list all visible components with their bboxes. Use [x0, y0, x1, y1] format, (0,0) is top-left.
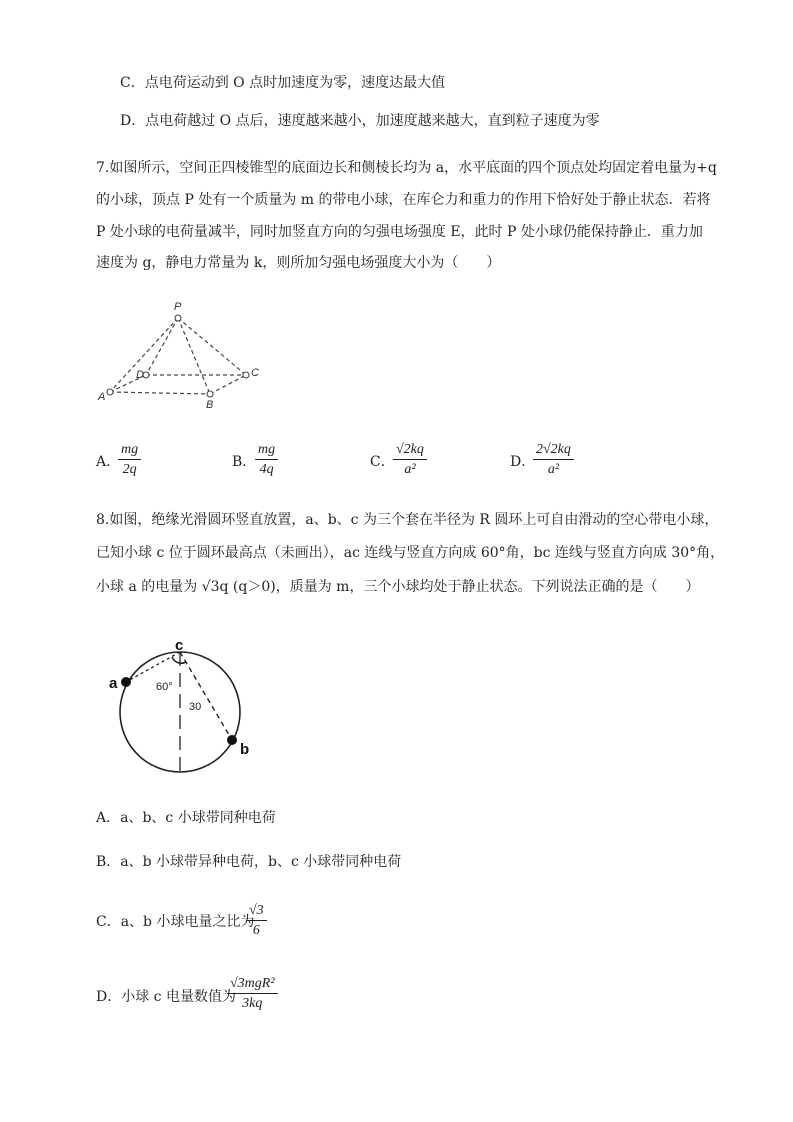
q8-option-d-label: D．小球 c 电量数值为 — [96, 989, 236, 1005]
q7-option-a-fraction — [118, 441, 141, 479]
q6-option-c: C．点电荷运动到 O 点时加速度为零，速度达最大值 — [120, 75, 446, 91]
q8-option-d-num: √3mgR² — [227, 975, 278, 994]
vertex-b — [207, 391, 213, 397]
label-ball-c: c — [175, 637, 184, 654]
q8-option-b: B．a、b 小球带异种电荷，b、c 小球带同种电荷 — [96, 854, 402, 870]
q7-option-a-den: 2q — [122, 462, 137, 477]
vertex-p — [175, 315, 181, 321]
q7-option-c-den: a² — [404, 462, 416, 477]
q7-option-d-label: D． — [510, 454, 536, 470]
edge-pa — [110, 318, 178, 392]
q7-option-d-fraction — [533, 441, 574, 479]
q7-option-a-label: A． — [96, 454, 121, 470]
label-p: P — [174, 301, 182, 313]
ball-a — [121, 677, 131, 687]
label-ball-a: a — [109, 675, 118, 692]
q7-stem-line2: 的小球，顶点 P 处有一个质量为 m 的带电小球，在库仑力和重力的作用下恰好处于静止状态．若将 — [96, 192, 711, 208]
q8-stem-line3: 小球 a 的电量为 √3q (q＞0)，质量为 m，三个小球均处于静止状态。下列说法正确的是（ ） — [96, 579, 700, 595]
q7-option-b-label: B． — [232, 454, 257, 470]
chord-ca — [126, 652, 180, 682]
edge-bc — [210, 375, 246, 394]
label-a: A — [98, 391, 106, 403]
q7-option-d-den: a² — [547, 462, 560, 477]
q7-option-c-label: C． — [370, 454, 395, 470]
q7-option-d-num: 2√2kq — [533, 441, 574, 460]
edge-pd — [146, 318, 178, 375]
q7-option-c-fraction — [393, 441, 427, 479]
q7-option-b-den: 4q — [259, 462, 274, 477]
label-d: D — [136, 369, 144, 381]
chord-cb — [180, 652, 232, 740]
edge-pc — [178, 318, 246, 375]
q7-stem-line1: 7.如图所示，空间正四棱锥型的底面边长和侧棱长均为 a，水平底面的四个顶点处均固定着电量为+q — [96, 160, 717, 176]
q7-option-b-fraction — [255, 441, 278, 479]
vertex-a — [107, 389, 113, 395]
q7-pyramid-figure — [96, 296, 276, 416]
q8-option-d-fraction — [227, 975, 278, 1013]
vertex-c — [243, 372, 249, 378]
ring — [120, 652, 240, 772]
q7-option-c-num: √2kq — [393, 441, 427, 460]
q8-option-d-den: 3kq — [242, 996, 263, 1011]
q7-option-b-num: mg — [255, 441, 278, 460]
q8-stem-line2: 已知小球 c 位于圆环最高点（未画出），ac 连线与竖直方向成 60°角，bc 连线与竖直方向成 30°角， — [96, 545, 725, 561]
label-c: C — [251, 367, 259, 379]
q8-option-c-num: √3 — [246, 902, 267, 921]
q8-option-c-fraction — [246, 902, 267, 940]
q7-stem-line3: P 处小球的电荷量减半，同时加竖直方向的匀强电场强度 E，此时 P 处小球仍能保持静止．重力加 — [96, 224, 703, 240]
q8-ring-figure — [106, 636, 266, 778]
edge-ab — [110, 392, 210, 394]
label-angle-60: 60° — [156, 681, 173, 693]
q8-option-a: A．a、b、c 小球带同种电荷 — [96, 810, 276, 826]
angle-arc — [172, 657, 186, 663]
edge-pb — [178, 318, 210, 394]
label-b: B — [206, 399, 214, 411]
q8-option-c-label: C．a、b 小球电量之比为 — [96, 914, 255, 930]
q8-option-c-den: 6 — [252, 923, 260, 938]
label-ball-b: b — [240, 741, 250, 758]
q6-option-d: D．点电荷越过 O 点后，速度越来越小，加速度越来越大，直到粒子速度为零 — [120, 113, 600, 129]
q8-stem-line1: 8.如图，绝缘光滑圆环竖直放置，a、b、c 为三个套在半径为 R 圆环上可自由滑动的空心带电小球， — [96, 512, 719, 528]
q7-stem-line4: 速度为 g，静电力常量为 k，则所加匀强电场强度大小为（ ） — [96, 255, 501, 271]
ball-b — [227, 735, 237, 745]
label-angle-30: 30 — [189, 701, 202, 713]
q7-option-a-num: mg — [118, 441, 141, 460]
